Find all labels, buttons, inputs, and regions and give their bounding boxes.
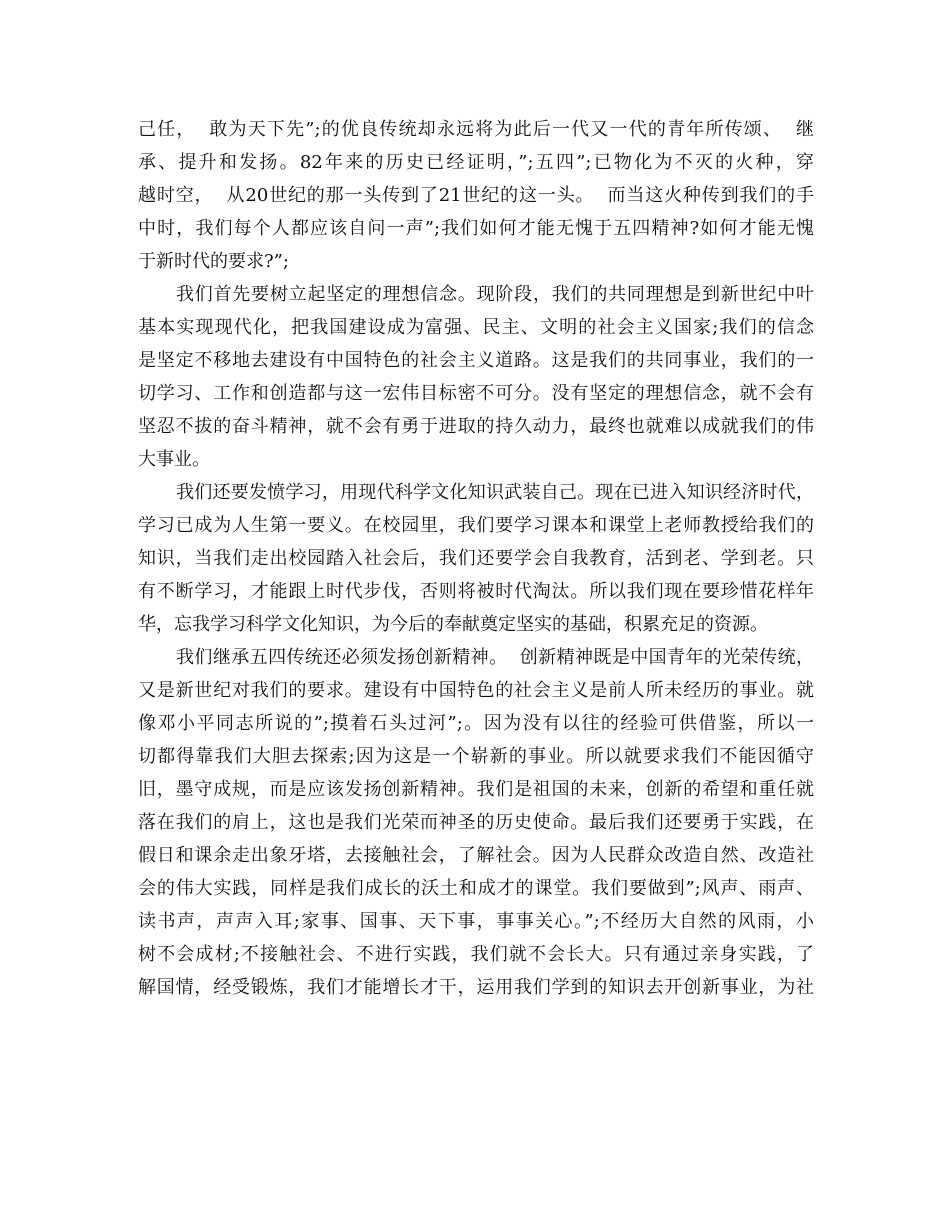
paragraph-1 <box>138 113 814 278</box>
text-line: 解国情，经受锻炼，我们才能增长才干，运用我们学到的知识去开创新事业，为社 <box>138 977 814 998</box>
text-line: 旧，墨守成规，而是应该发扬创新精神。我们是祖国的未来，创新的希望和重任就 <box>138 779 814 800</box>
text-line: 于新时代的要求?”; <box>138 251 289 272</box>
text-line: 又是新世纪对我们的要求。建设有中国特色的社会主义是前人所未经历的事业。就 <box>138 680 814 701</box>
text-line: 树不会成材;不接触社会、不进行实践，我们就不会长大。只有通过亲身实践，了 <box>138 944 814 965</box>
text-line: 基本实现现代化，把我国建设成为富强、民主、文明的社会主义国家;我们的信念 <box>138 317 814 338</box>
text-line: 越时空， 从20世纪的那一头传到了21世纪的这一头。 而当这火种传到我们的手 <box>138 185 814 206</box>
text-line: 中时，我们每个人都应该自问一声”;我们如何才能无愧于五四精神?如何才能无愧 <box>138 218 814 239</box>
text-line: 读书声，声声入耳;家事、国事、天下事，事事关心。”;不经历大自然的风雨，小 <box>138 911 814 932</box>
text-line: 学习已成为人生第一要义。在校园里，我们要学习课本和课堂上老师教授给我们的 <box>138 515 814 536</box>
text-line: 我们继承五四传统还必须发扬创新精神。 创新精神既是中国青年的光荣传统， <box>176 647 814 668</box>
text-line: 切都得靠我们大胆去探索;因为这是一个崭新的事业。所以就要求我们不能因循守 <box>138 746 814 767</box>
paragraph-3 <box>138 476 814 641</box>
text-line: 坚忍不拔的奋斗精神，就不会有勇于进取的持久动力，最终也就难以成就我们的伟 <box>138 416 814 437</box>
text-line: 大事业。 <box>138 449 210 470</box>
text-line: 落在我们的肩上，这也是我们光荣而神圣的历史使命。最后我们还要勇于实践，在 <box>138 812 814 833</box>
text-line: 假日和课余走出象牙塔，去接触社会，了解社会。因为人民群众改造自然、改造社 <box>138 845 814 866</box>
text-line: 华，忘我学习科学文化知识，为今后的奉献奠定坚实的基础，积累充足的资源。 <box>138 614 768 635</box>
text-line: 有不断学习，才能跟上时代步伐，否则将被时代淘汰。所以我们现在要珍惜花样年 <box>138 581 814 602</box>
text-line: 切学习、工作和创造都与这一宏伟目标密不可分。没有坚定的理想信念，就不会有 <box>138 383 814 404</box>
text-line: 像邓小平同志所说的”;摸着石头过河”;。因为没有以往的经验可供借鉴，所以一 <box>138 713 814 734</box>
text-line: 会的伟大实践，同样是我们成长的沃土和成才的课堂。我们要做到”;风声、雨声、 <box>138 878 814 899</box>
text-line: 知识，当我们走出校园踏入社会后，我们还要学会自我教育，活到老、学到老。只 <box>138 548 814 569</box>
paragraph-2 <box>138 278 814 476</box>
text-line: 我们还要发愤学习，用现代科学文化知识武装自己。现在已进入知识经济时代， <box>176 482 814 503</box>
body-text <box>138 113 814 1004</box>
text-line: 承、提升和发扬。82年来的历史已经证明，”;五四”;已物化为不灭的火种，穿 <box>138 152 814 173</box>
paragraph-4 <box>138 641 814 1004</box>
text-line: 我们首先要树立起坚定的理想信念。现阶段，我们的共同理想是到新世纪中叶 <box>176 284 814 305</box>
text-line: 己任， 敢为天下先”;的优良传统却永远将为此后一代又一代的青年所传颂、 继 <box>138 119 814 140</box>
text-line: 是坚定不移地去建设有中国特色的社会主义道路。这是我们的共同事业，我们的一 <box>138 350 814 371</box>
